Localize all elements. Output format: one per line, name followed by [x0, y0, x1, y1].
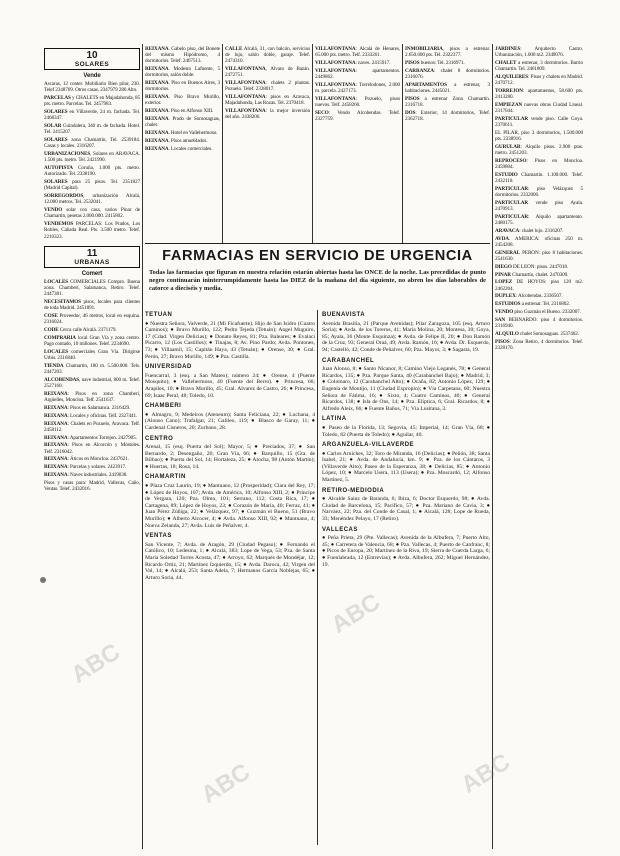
classified-ad: ESTUDIOS a estrenar. Tel. 2316802. — [495, 301, 570, 308]
classified-ad: REIXANA. Hotel en Vallehermoso. — [145, 130, 218, 136]
classified-ad: REPROCESO: Pisos en Moncloa. 2459804. — [495, 158, 583, 171]
classified-ad: AVDA. AMERICA: oficinas 250 m. 2454208. — [495, 235, 583, 248]
classified-ad: PINAR Chamartín, chalet. 2470309. — [495, 271, 569, 278]
classified-ad: PARTICULAR vende piso Ayala. 2470913. — [495, 200, 583, 213]
classified-ad: SAN BERNARDO: piso 4 dormitorios. 2316940. — [495, 316, 583, 329]
district-heading: CHAMARTIN — [145, 474, 186, 481]
district-heading: BUENAVISTA — [322, 312, 366, 318]
classified-ad: REIXANA. Modesto Lafuente, 5 dormitorios, salón doble. — [145, 66, 220, 79]
pharmacy-notice — [145, 244, 490, 849]
classified-ad: ESTUDIO Chamartin. 1.100.000. Telef. 2432110. — [495, 172, 583, 185]
district-heading: TETUAN — [145, 312, 173, 318]
classified-ad: REIXANA. Locales comerciales. — [145, 145, 213, 152]
binding-hole — [40, 577, 46, 583]
classified-ad: VILLAFONTANA: apartamentos. 2449862. — [315, 67, 400, 80]
classified-ad: PISOS buenos: Tel. 2316971. — [405, 60, 465, 66]
classified-ad: EMPIEZAN nuevas obras Ciudad Lineal. 2317044. — [495, 102, 583, 115]
classified-ad: REIXANA. Piso en Buenos Aires, 3 dormitorios. — [145, 80, 220, 93]
district-heading: LATINA — [322, 416, 347, 423]
classified-ad: REIXANA. Prado de Somosaguas, chalet. — [145, 116, 220, 129]
classified-ad: DIEGO DE LEON: pisos. 2447018. — [495, 263, 569, 270]
classified-ad: CHALET a estrenar, 3 dormitorios. Barrio Chamartín. Tel. 2461809. — [495, 60, 583, 73]
classified-ad: SOLAR Guindalera, 340 m. de fachada. Hotel. Tel. 2415207. — [44, 123, 140, 136]
classified-ad: TORREJON: apartamentos, 58.600 pts. 2413280. — [495, 88, 583, 101]
archive-watermark: ABC — [66, 638, 125, 689]
archive-watermark: ABC — [196, 758, 255, 809]
classified-ad: EL PILAR, piso 3 dormitorios, 1.500.000 pts. 2338916. — [495, 130, 583, 143]
classified-ad: PARCELAS y CHALETS en Majadahonda, 85 pts. metro. Parcelas. Tel. 2457983. — [44, 95, 140, 108]
column-rule — [142, 44, 143, 849]
classified-ad: REIXANA: Chalets en Pozuelo, Aravaca. Telf. 2458112. — [44, 420, 140, 433]
classified-ad: DUPLEX: Alcobendas. 2336507. — [495, 293, 563, 300]
district-heading: UNIVERSIDAD — [145, 364, 192, 371]
classified-ad: PARTICULAR vende piso. Calle Goya. 2370611. — [495, 116, 583, 129]
classified-column-6 — [495, 46, 583, 846]
district-pharmacies: ● Peña Prieta, 29 (Pte. Vallecas); Avenida de la Albufera, 7; Puerto Alto, 45; ● Carretera de Valencia, 68; ● Pza. Vallecas, 4; Puerto de Canfranc, 8; ● Picos de Europa, 20; Martínez de la Riva, 19; Sierra de Cuerda Larga, 6; ● Fuenlabrada, 12 (Entrevías); ● Avda. Albufera, 262; Miguel Hernández, 19. — [322, 535, 490, 568]
classified-ad: VENDEMOS PARCELAS: Los Prados, Los Robles, Cañada Real. Pts. 3.500 metro. Telef. 2210323. — [44, 221, 140, 240]
classified-column-5 — [405, 46, 490, 242]
classified-ad: VILLAFONTANA: chalets 2 plantas. Pozuelo. Telef. 2338017. — [225, 80, 310, 93]
district-pharmacies: Arenal, 15 (esq. Puerta del Sol); Mayor, 5; ● Preciados, 37; ● San Bernardo, 2; Desengaño, 26; Gran Vía, 66; ● Barquillo, 15 (Gta. de Bilbao); ● Puerta del Sol, 14; Hortaleza, 25; ● Atocha, 98 (Antón Martín); ● Huertas, 18; Rosa, 14. — [145, 444, 315, 470]
classified-ad: REIXANA. Pisos amueblados. — [145, 137, 208, 144]
classified-list-villafontana — [225, 46, 310, 121]
district-pharmacies: Avenida Brasilia, 21 (Parque Avenidas); Pilar Zaragoza, 105 (esq. Arturo Soria); ● Avda. de los Toreros, 41; María Molina, 20; Montesa, 30; Goya, 85; Ayala, 36 (Monte Esquinza); ● Avda. de Felipe II, 20; ● Don Ramón de la Cruz, 93; General Oraá, 49; Avda. Ramón, 16; ● Avda. Dr. Esquerdo, 94; Castelló, 42; Conde de Peñalver, 60; Pza. Mayor, 3; ● Sagasta, 19. — [322, 320, 490, 353]
classified-ad: SOLARES en Villaverde, 24 m. fachada. Tel. 2468347. — [44, 109, 140, 122]
district-pharmacies: ● Carlos Arniches, 32; Toro de Miranda, 16 (Delicias); ● Peñón, 38; Santa Isabel, 21; ● Avda. de Andalucía, km. 9; ● Pza. de los Cántaros, 3 (Villaverde Alto); Paseo de la Esperanza, 38; ● Delicias, 85; ● Antonio López, 10; ● Marcelo Usera, 113 (Usera); ● Pza. Moscardó, 12; Alfonso Martínez, 5. — [322, 450, 490, 484]
classified-ad: VILLAFONTANA: la mejor inversión del año. 2438206. — [225, 108, 310, 121]
pharmacy-title: FARMACIAS EN SERVICIO DE URGENCIA — [162, 248, 473, 264]
classified-ad: PARTICULAR: piso Velázquez 5 dormitorios. 2332006. — [495, 186, 583, 199]
classified-ad: Pisos y casas para: Madrid, Vallecas, Caño, Ventas. Telef. 2432016. — [44, 479, 140, 492]
classified-ad: REIXANA. Piso en Alfonso XIII. — [145, 108, 214, 115]
classified-ad: DOS: Exterior, 14 dormitorios, Telef. 2362718. — [405, 109, 490, 122]
district-pharmacies: Juan Alonso, 8; ● Santo Nicanor, 8; Camino Viejo Leganés, 78; ● General Ricardos, 135; ● Pza. Parque Santa, 40 (Carabanchel Bajo); ● Madrid, 3; ● Colomaro, 12 (Carabanchel Alto); ● Ocaña, 82; Antonio López, 129; ● Eugenia de Montijo, 11 (Ciudad Expropio); ● Vía Carpetana, 60; Nuestra Señora de Fátima, 16; ● Sixto, 4; Cuatro Caminos, 40; ● General Ricardos, 138; ● Isla de Ons, 14; ● Pza. Elíptica, 6; Gral. Ricardos, 8; ● Alfredo Aleix, 66; ● Fuente Baños, 71; Vía Lusitana, 3. — [322, 366, 490, 412]
classified-ad: INMOBILIARIA, pisos a estrenar. 2.650.000 pts. Tel. 2322377. — [405, 46, 490, 59]
classified-ad: REIXANA: Pisos en Salamanca. 2316429. — [44, 405, 131, 412]
classified-ad: CODE Cerca calle Alcalá. 2371179. — [44, 327, 117, 334]
subsection-title: Comert — [81, 270, 103, 277]
section-header-urbanas — [44, 246, 140, 268]
classified-ad: VILLAFONTANA: naves. 2415917. — [315, 60, 391, 66]
classified-ad: REIXANA: Locales y oficinas. Telf. 2327441. — [44, 412, 138, 419]
classified-ad: PISOS: Zona Retiro, 4 dormitorios. Telef. 2328170. — [495, 338, 583, 351]
pharmacy-list-right — [322, 308, 490, 848]
classified-ad: SECO: Vendo Alcobendas. Telef. 2327759. — [315, 109, 400, 122]
classified-ad: CARRANZA: chalet 8 dormitorios. 2316076. — [405, 67, 490, 80]
classified-ad: PARTICULAR: Alquilo apartamento. 2480175. — [495, 214, 583, 227]
classified-ad: CALLE Alcalá, 31, con balcón, servicios de lujo, salón doble, garaje. Telef. 2474310. — [225, 46, 310, 65]
district-pharmacies: ● Alcalde Sainz de Baranda, 6; Ibiza, 6; Doctor Esquerdo, 98; ● Avda. Ciudad de Barcelona, 15; Pacífico, 57; ● Pza. Mariano de Cavia, 3; ● Narváez, 22; Pza. del Conde de Casal, 1; ● Alcalá, 128; Lope de Rueda, 33; Menéndez Pelayo, 17 (Retiro). — [322, 496, 490, 523]
section-number: 11 — [86, 247, 98, 259]
district-heading: RETIRO-MEDIODIA — [322, 487, 385, 494]
classified-ad: REIXANA. Piso Bravo Murillo, exterior. — [145, 94, 220, 107]
classified-column-4 — [315, 46, 400, 242]
classified-ad: REIXANA: Apartamentos Torrejon. 2427905. — [44, 434, 137, 441]
district-pharmacies: ● Plaza Cruz Laurín, 19; ● Mantuano, 12 (Prosperidad); Clara del Rey, 17; ● López de Hoyos, 107; Avda. de América, 10; Alfonso XIII, 2; ● Principe de Vergara, 120; Pza. Olmo, 101; Serrano, 112; Costa Rica, 17; ● Cartagena, 89; López de Hoyos, 23; ● Corazón de María, 40; Ferraz, 41; ● Juan Pérez Zúñiga, 22; ● Velázquez, 97; ● Guzmán el Bueno, 51 (Bravo Murillo); ● Alberto Alcocer, 4; ● Avda. Alfonso XIII, 92; ● Mantuano, 4; Nueva Zelanda, 27; Avda. Luis de Peñalver, 4. — [145, 483, 315, 529]
district-heading: VENTAS — [145, 533, 172, 540]
section-header-solares — [44, 48, 140, 70]
classified-ad: VENDO piso Guzmán el Bueno. 2332007. — [495, 308, 581, 315]
classified-ad: SORREGORDOS, urbanización Alcalá, 12.000 metros. Tel. 2532041. — [44, 193, 140, 206]
classified-ad: AUTOPISTA Coruña, 1.000 pts. metro. Autorizado. Tel. 2338190. — [44, 165, 140, 178]
classified-ad: COSE Proveedor, 46 metros, local en esquina. 2316024. — [44, 313, 140, 326]
district-pharmacies: Fuencarral, 3 (esq. a San Mateo); número 24; ● Orense, 4 (Puente Mosquito); ● Vallehermoso, 40 (Fuente del Berro). ● Princesa, 66; Arapiles, 10; ● Bravo Murillo, 45; Gral. Alvarez de Castro, 26; ● Princesa, 69; Isaac Peral, 48; Toledo, 10. — [145, 372, 315, 399]
subsection-title: Vende — [83, 73, 101, 79]
classified-ad: GENERAL PERON: piso 8 habitaciones. 2541630. — [495, 249, 583, 262]
classified-ad: REIXANA. Gabelo piso, del Bonete del mismo Hipódromo, 4 dormitorios. Telef. 2467513. — [145, 46, 220, 65]
classified-ad: ALQUILERES: Pisos y chalets en Madrid. 2470712. — [495, 74, 583, 87]
classified-column-2 — [145, 46, 220, 242]
section-number: 10 — [86, 50, 98, 61]
classified-ad: ALQUILO chalet Somosaguas. 2537402. — [495, 330, 579, 337]
classified-ad: NECESITAMOS pisos, locales para clientes de toda Madrid. 2451891. — [44, 299, 140, 312]
classified-ad: VENDO solar con casa, varios Pinar de Chamartin, pesetas 2.000.000. 2415802. — [44, 207, 140, 220]
district-pharmacies: ● Nuestra Señora, Valverde, 21 (Mi Ficafuerte). Hijo de San Isidro (Cuatro Caminos); ● Bravo Murillo, 122; Pedro Tejeda (Tetuán); Angel Muguiro, 17 (Cdad. Virgen Delicias); ● Donato Reyes, 81; Pza. Baleares; ● Evalaci Picarro, 12 (Los Castillos); ● Tinajas, 8; Av. Pino Pardo; Avda. Pontones, 73; ● Villaamil, 15; Capitán Haya, 43 (Tetuán); ● Orense, 30; ● Gral. Perón, 27; Bravo Murillo, 149; ● Pza. Castilla. — [145, 320, 315, 360]
classified-ad: REIXANA: Parcelas y solares. 2423917. — [44, 464, 127, 471]
district-heading: CENTRO — [145, 435, 174, 442]
column-rule — [402, 44, 403, 244]
classified-list-column-4 — [315, 46, 400, 122]
archive-watermark: ABC — [326, 588, 385, 639]
classified-list-reixana — [145, 46, 220, 152]
classified-ad: REIXANA: Naves industriales. 2419038. — [44, 472, 128, 478]
classified-column-1 — [44, 46, 140, 846]
column-rule — [222, 44, 223, 244]
classified-ad: REIXANA: Áticos en Moncloa. 2437621. — [44, 456, 129, 463]
classified-ad: JARDINES: Arquitecto Castro. Urbanización, 1.000 m2. 2349076. — [495, 46, 583, 59]
classified-ad: APARTAMENTOS a estrenar, 3 habitaciones. 2445021. — [405, 81, 490, 94]
section-name: SOLARES — [74, 61, 110, 68]
district-pharmacies: ● Paseo de la Florida, 13; Segovia, 45; Imperial, 14; Gran Vía, 68; ● Toledo, 82 (Puerta de Toledo); ● Aguilar, 40. — [322, 424, 490, 438]
classified-list-solares — [44, 81, 140, 240]
district-heading: CARABANCHEL — [322, 357, 375, 364]
classified-ad: REIXANA: Pisos en zona Chamberí, Argüelles, Moncloa. Telf. 2541637. — [44, 391, 140, 404]
classified-ad: URBANIZACIONES, Solares en ARAVACA. 1.500 pts. metro. Tel. 2421990. — [44, 151, 140, 164]
archive-watermark: ABC — [456, 748, 515, 799]
column-rule — [492, 44, 493, 849]
classified-list-urbanas — [44, 279, 140, 492]
classified-ad: GURULAR: Alquilo pisos. 2.900 ptas. metro. 2451203. — [495, 144, 583, 157]
classified-ad: LOPEZ DE HOYOS: piso 120 m2. 2462204. — [495, 279, 583, 292]
classified-ad: Ascaras, 12 conter. Mobiliario Bien pilar, 230. Telef 2348769. Otros casas. 2347979 280 Alto. — [44, 81, 140, 94]
classified-ad: SOLARES para 25 pisos. Tel. 2351827 (Madrid Capital). — [44, 179, 140, 192]
classified-ad: TIENDA Chamartin, 180 m. 5.500.000. Tels. 2447203. — [44, 363, 140, 376]
classified-ad: VILLAFONTANA: pisos en Aravaca, Majadahonda, Las Rozas. Tel. 2370418. — [225, 94, 310, 107]
classified-ad: LOCALES COMERCIALES Compro. Buena zona. Chamberí, Salamanca, Retiro. Telef. 2447381. — [44, 279, 140, 298]
classified-ad: SOLARES zona Chamartin, Tel. 2539184. Casas y locales. 2316207. — [44, 137, 140, 150]
classified-ad: ALCOBENDAS, nave industrial, 800 m. Telef. 2527160. — [44, 377, 140, 390]
district-heading: ARGANZUELA-VILLAVERDE — [322, 442, 415, 449]
section-name: URBANAS — [74, 258, 110, 266]
classified-column-3 — [225, 46, 310, 242]
classified-ad: VILLAFONTANA: Pozuelo, pisos nuevos. Telf. 2458260. — [315, 95, 400, 108]
column-rule — [312, 44, 313, 244]
district-pharmacies: ● Almagro, 9; Medeiros (Ateneum); Santa Feliciana, 22; ● Luchana, 4 (Alonso Cano); Trafalgar, 21; Galileo, 119; ● Blasco de Garay, 11; ● Cardenal Cisneros, 20; Zurbano, 28. — [145, 411, 315, 431]
classified-ad: COMPRARIA local Gran Vía y zona centro. Pago contado, 10 millones. Telef. 2234690. — [44, 335, 140, 348]
pharmacy-intro: Todas las farmacias que figuran en nuestra relación estarán abiertas hasta las ONCE de la noche. Las precedidas de punto negro continuarán ininterrumpidamente hasta las DIEZ de la mañana del día siguiente, no abren los días laborables de catorce a dieciséis y media. — [149, 269, 486, 292]
pharmacy-list-left — [145, 308, 315, 848]
classified-ad: VILLAFONTANA: Torrelodones, 2.000 m. parcela. 2427173. — [315, 81, 400, 94]
classified-list-column-5 — [405, 46, 490, 122]
classified-ad: PISOS a estrenar Zona Chamartín. 2316718. — [405, 95, 490, 108]
classified-ad: LOCALES comerciales Gran Vía. Dirigirse Urbis. 2316840. — [44, 349, 140, 362]
district-pharmacies: San Vicente, 7; Avda. de Aragón, 29 (Ciudad Pegaso); ● Fernando el Católico, 10; Ledesma, 1; ● Alcalá, 383; Lope de Vega, 53; Pza. de Santa María Soledad Torres Acosta, 47; ● Arroyo, 62; Marqués de Mondéjar, 12; Ricardo Ortiz, 21; Martínez Izquierdo, 15; ● Avda. Daroca, 42; Virgen del Val, 14; ● Alcalá, 253; Santa Adela, 7; Hermanos García Noblejas, 65; ● Arturo Soria, 44. — [145, 541, 315, 581]
classified-ad: ARAVACA: chalet lujo. 2316207. — [495, 228, 564, 234]
classified-ad: VILLAFONTANA: Alcalá de Henares, 65.000 pts. metro. Telf. 2333261. — [315, 46, 400, 59]
district-heading: VALLECAS — [322, 526, 358, 533]
district-heading: CHAMBERI — [145, 403, 182, 410]
classified-ad: VILLAFONTANA, Alvaro de Bazán. 2472751. — [225, 66, 310, 79]
classified-ad: REIXANA: Pisos en Alcorcón y Móstoles. Telf. 2316042. — [44, 442, 140, 455]
classified-list-column-6 — [495, 46, 583, 351]
